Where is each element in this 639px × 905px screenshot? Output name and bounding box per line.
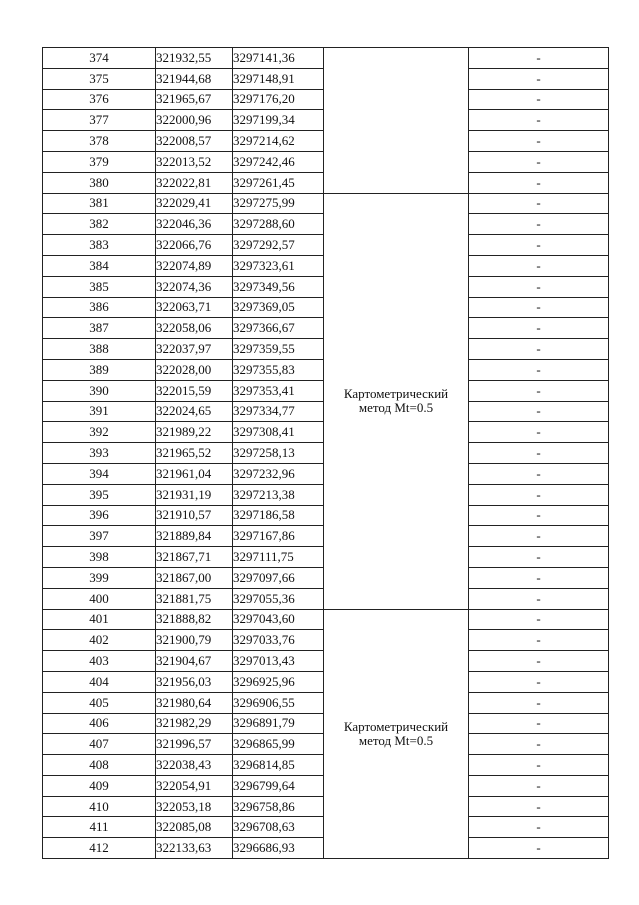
point-number-cell: 381 (43, 193, 156, 214)
point-number-cell: 402 (43, 630, 156, 651)
note-cell: - (469, 713, 609, 734)
x-coordinate-cell: 322046,36 (156, 214, 233, 235)
point-number-cell: 380 (43, 172, 156, 193)
x-coordinate-cell: 321965,52 (156, 443, 233, 464)
method-cell (324, 193, 469, 609)
note-cell: - (469, 755, 609, 776)
note-cell: - (469, 588, 609, 609)
point-number-cell: 375 (43, 68, 156, 89)
point-number-cell: 407 (43, 734, 156, 755)
note-cell: - (469, 630, 609, 651)
point-number-cell: 384 (43, 255, 156, 276)
note-cell: - (469, 484, 609, 505)
point-number-cell: 376 (43, 89, 156, 110)
point-number-cell: 388 (43, 339, 156, 360)
x-coordinate-cell: 322085,08 (156, 817, 233, 838)
x-coordinate-cell: 321900,79 (156, 630, 233, 651)
x-coordinate-cell: 322058,06 (156, 318, 233, 339)
method-cell (324, 48, 469, 194)
y-coordinate-cell: 3297043,60 (233, 609, 324, 630)
y-coordinate-cell: 3296906,55 (233, 692, 324, 713)
point-number-cell: 386 (43, 297, 156, 318)
x-coordinate-cell: 321888,82 (156, 609, 233, 630)
x-coordinate-cell: 322074,36 (156, 276, 233, 297)
note-cell: - (469, 671, 609, 692)
x-coordinate-cell: 322008,57 (156, 131, 233, 152)
x-coordinate-cell: 321904,67 (156, 651, 233, 672)
note-cell: - (469, 609, 609, 630)
y-coordinate-cell: 3297288,60 (233, 214, 324, 235)
note-cell: - (469, 796, 609, 817)
point-number-cell: 401 (43, 609, 156, 630)
x-coordinate-cell: 322000,96 (156, 110, 233, 131)
x-coordinate-cell: 321944,68 (156, 68, 233, 89)
note-cell: - (469, 838, 609, 859)
table-row (43, 193, 609, 214)
x-coordinate-cell: 322013,52 (156, 151, 233, 172)
point-number-cell: 398 (43, 547, 156, 568)
note-cell: - (469, 89, 609, 110)
x-coordinate-cell: 322066,76 (156, 235, 233, 256)
note-cell: - (469, 734, 609, 755)
point-number-cell: 382 (43, 214, 156, 235)
point-number-cell: 409 (43, 775, 156, 796)
method-line-2: метод Mt=0.5 (358, 732, 434, 748)
y-coordinate-cell: 3297323,61 (233, 255, 324, 276)
y-coordinate-cell: 3297366,67 (233, 318, 324, 339)
y-coordinate-cell: 3297334,77 (233, 401, 324, 422)
y-coordinate-cell: 3297097,66 (233, 567, 324, 588)
y-coordinate-cell: 3296758,86 (233, 796, 324, 817)
point-number-cell: 389 (43, 359, 156, 380)
x-coordinate-cell: 321867,00 (156, 567, 233, 588)
coordinates-table (42, 47, 609, 859)
x-coordinate-cell: 322022,81 (156, 172, 233, 193)
y-coordinate-cell: 3297148,91 (233, 68, 324, 89)
note-cell: - (469, 131, 609, 152)
x-coordinate-cell: 322015,59 (156, 380, 233, 401)
method-line-1: Картометрический (343, 386, 449, 402)
note-cell: - (469, 567, 609, 588)
note-cell: - (469, 359, 609, 380)
point-number-cell: 399 (43, 567, 156, 588)
y-coordinate-cell: 3297308,41 (233, 422, 324, 443)
x-coordinate-cell: 321910,57 (156, 505, 233, 526)
note-cell: - (469, 775, 609, 796)
x-coordinate-cell: 321989,22 (156, 422, 233, 443)
point-number-cell: 394 (43, 463, 156, 484)
y-coordinate-cell: 3297242,46 (233, 151, 324, 172)
point-number-cell: 410 (43, 796, 156, 817)
point-number-cell: 393 (43, 443, 156, 464)
method-line-1: Картометрический (343, 718, 449, 734)
y-coordinate-cell: 3297275,99 (233, 193, 324, 214)
note-cell: - (469, 339, 609, 360)
y-coordinate-cell: 3297261,45 (233, 172, 324, 193)
note-cell: - (469, 422, 609, 443)
x-coordinate-cell: 321980,64 (156, 692, 233, 713)
y-coordinate-cell: 3296865,99 (233, 734, 324, 755)
point-number-cell: 383 (43, 235, 156, 256)
note-cell: - (469, 526, 609, 547)
note-cell: - (469, 276, 609, 297)
y-coordinate-cell: 3296799,64 (233, 775, 324, 796)
x-coordinate-cell: 321965,67 (156, 89, 233, 110)
point-number-cell: 385 (43, 276, 156, 297)
point-number-cell: 391 (43, 401, 156, 422)
y-coordinate-cell: 3297199,34 (233, 110, 324, 131)
point-number-cell: 374 (43, 48, 156, 69)
y-coordinate-cell: 3297258,13 (233, 443, 324, 464)
point-number-cell: 400 (43, 588, 156, 609)
y-coordinate-cell: 3296814,85 (233, 755, 324, 776)
note-cell: - (469, 505, 609, 526)
y-coordinate-cell: 3297141,36 (233, 48, 324, 69)
y-coordinate-cell: 3297359,55 (233, 339, 324, 360)
y-coordinate-cell: 3297033,76 (233, 630, 324, 651)
x-coordinate-cell: 321932,55 (156, 48, 233, 69)
note-cell: - (469, 110, 609, 131)
point-number-cell: 404 (43, 671, 156, 692)
note-cell: - (469, 651, 609, 672)
y-coordinate-cell: 3297232,96 (233, 463, 324, 484)
note-cell: - (469, 547, 609, 568)
x-coordinate-cell: 321889,84 (156, 526, 233, 547)
x-coordinate-cell: 322054,91 (156, 775, 233, 796)
note-cell: - (469, 172, 609, 193)
point-number-cell: 406 (43, 713, 156, 734)
note-cell: - (469, 318, 609, 339)
x-coordinate-cell: 321867,71 (156, 547, 233, 568)
note-cell: - (469, 68, 609, 89)
x-coordinate-cell: 321996,57 (156, 734, 233, 755)
y-coordinate-cell: 3297167,86 (233, 526, 324, 547)
x-coordinate-cell: 322133,63 (156, 838, 233, 859)
x-coordinate-cell: 321881,75 (156, 588, 233, 609)
y-coordinate-cell: 3297369,05 (233, 297, 324, 318)
point-number-cell: 405 (43, 692, 156, 713)
point-number-cell: 395 (43, 484, 156, 505)
note-cell: - (469, 401, 609, 422)
point-number-cell: 377 (43, 110, 156, 131)
note-cell: - (469, 297, 609, 318)
note-cell: - (469, 235, 609, 256)
x-coordinate-cell: 322029,41 (156, 193, 233, 214)
table-row (43, 48, 609, 69)
point-number-cell: 396 (43, 505, 156, 526)
point-number-cell: 397 (43, 526, 156, 547)
y-coordinate-cell: 3296686,93 (233, 838, 324, 859)
y-coordinate-cell: 3296925,96 (233, 671, 324, 692)
table-body (43, 48, 609, 859)
y-coordinate-cell: 3296708,63 (233, 817, 324, 838)
y-coordinate-cell: 3296891,79 (233, 713, 324, 734)
x-coordinate-cell: 321956,03 (156, 671, 233, 692)
note-cell: - (469, 255, 609, 276)
y-coordinate-cell: 3297349,56 (233, 276, 324, 297)
y-coordinate-cell: 3297111,75 (233, 547, 324, 568)
y-coordinate-cell: 3297214,62 (233, 131, 324, 152)
x-coordinate-cell: 322037,97 (156, 339, 233, 360)
note-cell: - (469, 214, 609, 235)
note-cell: - (469, 193, 609, 214)
x-coordinate-cell: 322053,18 (156, 796, 233, 817)
note-cell: - (469, 692, 609, 713)
x-coordinate-cell: 322024,65 (156, 401, 233, 422)
y-coordinate-cell: 3297355,83 (233, 359, 324, 380)
y-coordinate-cell: 3297353,41 (233, 380, 324, 401)
point-number-cell: 408 (43, 755, 156, 776)
y-coordinate-cell: 3297186,58 (233, 505, 324, 526)
table-row (43, 609, 609, 630)
point-number-cell: 378 (43, 131, 156, 152)
x-coordinate-cell: 321961,04 (156, 463, 233, 484)
point-number-cell: 379 (43, 151, 156, 172)
note-cell: - (469, 48, 609, 69)
point-number-cell: 392 (43, 422, 156, 443)
y-coordinate-cell: 3297055,36 (233, 588, 324, 609)
y-coordinate-cell: 3297176,20 (233, 89, 324, 110)
x-coordinate-cell: 322038,43 (156, 755, 233, 776)
note-cell: - (469, 443, 609, 464)
point-number-cell: 411 (43, 817, 156, 838)
point-number-cell: 403 (43, 651, 156, 672)
point-number-cell: 412 (43, 838, 156, 859)
note-cell: - (469, 380, 609, 401)
y-coordinate-cell: 3297213,38 (233, 484, 324, 505)
note-cell: - (469, 463, 609, 484)
x-coordinate-cell: 322074,89 (156, 255, 233, 276)
y-coordinate-cell: 3297292,57 (233, 235, 324, 256)
y-coordinate-cell: 3297013,43 (233, 651, 324, 672)
note-cell: - (469, 151, 609, 172)
x-coordinate-cell: 321982,29 (156, 713, 233, 734)
x-coordinate-cell: 322028,00 (156, 359, 233, 380)
point-number-cell: 390 (43, 380, 156, 401)
method-cell (324, 609, 469, 859)
x-coordinate-cell: 322063,71 (156, 297, 233, 318)
point-number-cell: 387 (43, 318, 156, 339)
note-cell: - (469, 817, 609, 838)
x-coordinate-cell: 321931,19 (156, 484, 233, 505)
method-line-2: метод Mt=0.5 (358, 400, 434, 416)
